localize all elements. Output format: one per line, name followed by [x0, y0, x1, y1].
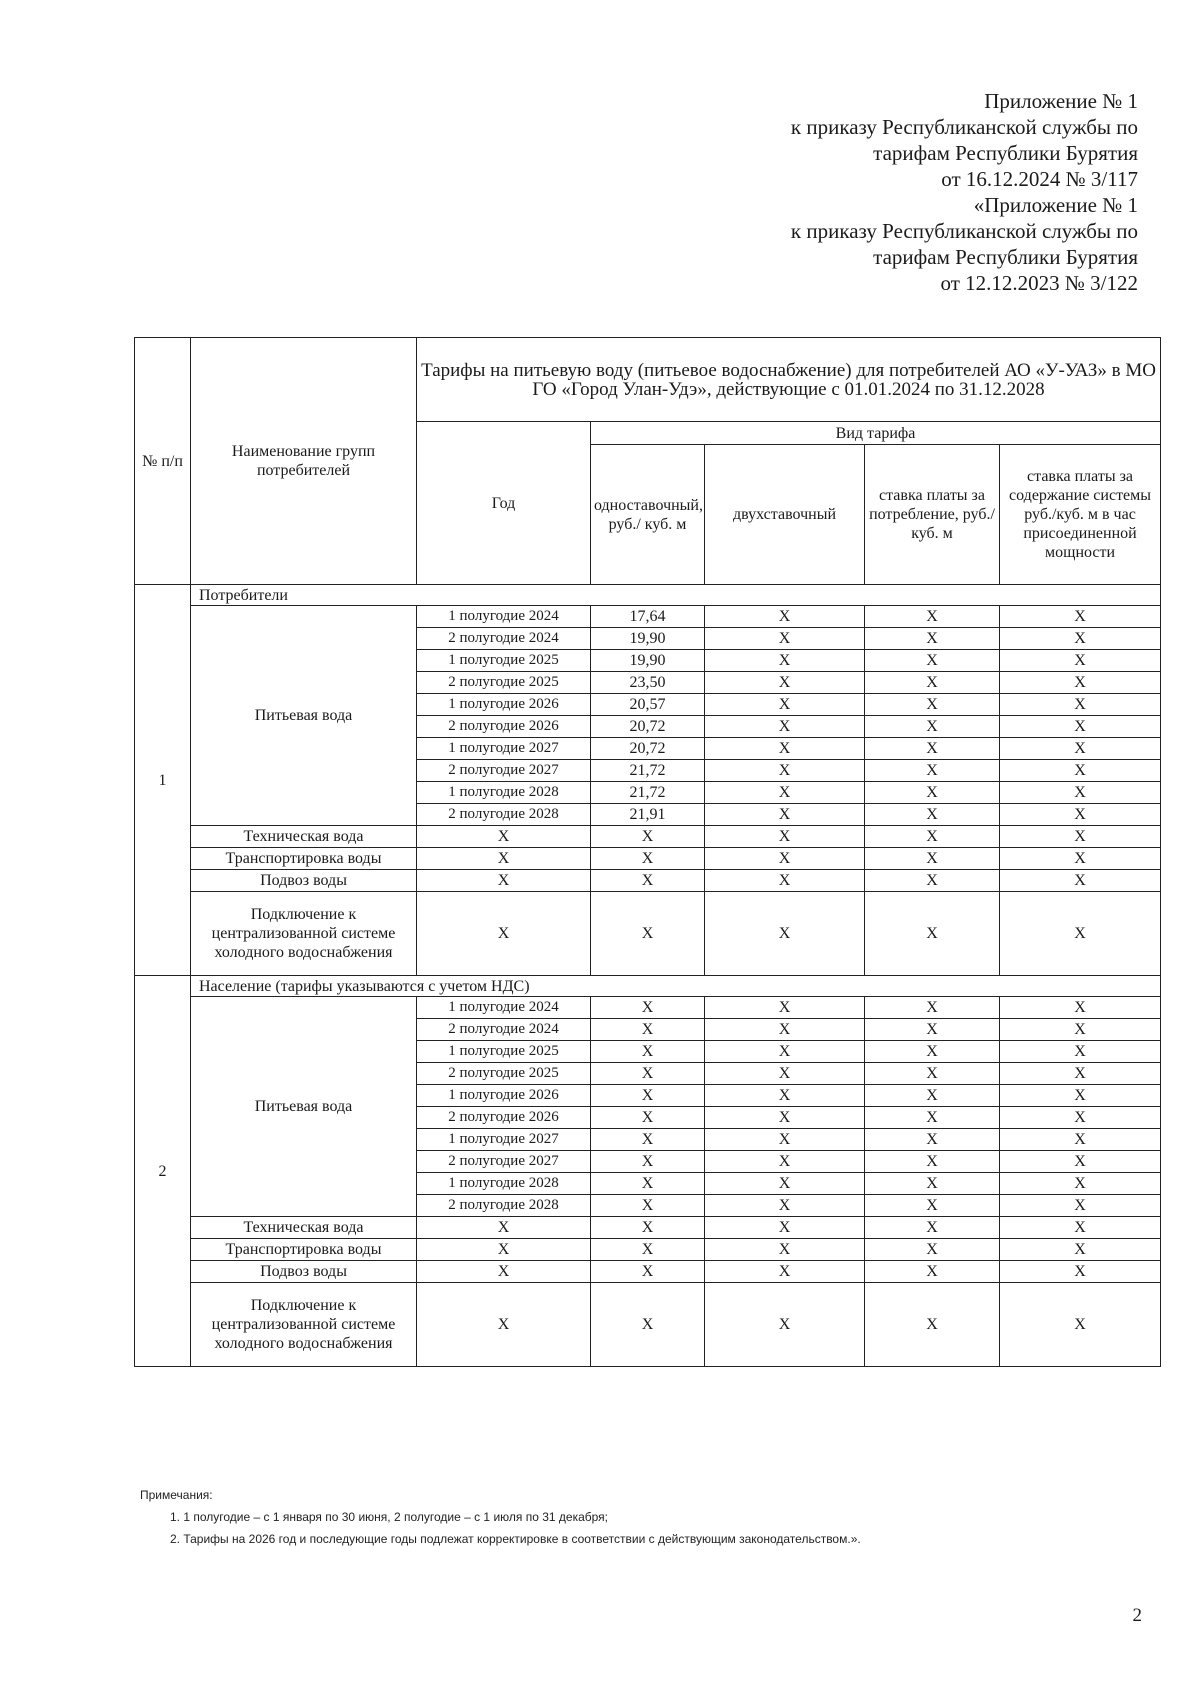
notes: [140, 1484, 861, 1550]
consumption-value: X: [865, 1195, 1000, 1217]
section-heading-row: [135, 585, 1161, 606]
one-rate-value: X: [591, 1151, 705, 1173]
one-rate-value: X: [591, 1107, 705, 1129]
two-rate-value: X: [705, 1283, 865, 1367]
capacity-value: X: [1000, 1217, 1161, 1239]
capacity-value: X: [1000, 1195, 1161, 1217]
period-cell: 1 полугодие 2027: [417, 1129, 591, 1151]
one-rate-value: X: [591, 892, 705, 976]
period-cell: 1 полугодие 2025: [417, 1041, 591, 1063]
two-rate-value: X: [705, 694, 865, 716]
period-cell: 1 полугодие 2025: [417, 650, 591, 672]
period-cell: 1 полугодие 2026: [417, 1085, 591, 1107]
consumption-value: X: [865, 650, 1000, 672]
capacity-value: X: [1000, 1283, 1161, 1367]
one-rate-value: 23,50: [591, 672, 705, 694]
column-header-two-rate: двухставочный: [705, 445, 865, 585]
consumption-value: X: [865, 606, 1000, 628]
capacity-value: X: [1000, 782, 1161, 804]
two-rate-value: X: [705, 870, 865, 892]
one-rate-value: X: [591, 848, 705, 870]
table-row: [135, 606, 1161, 628]
consumption-value: X: [865, 760, 1000, 782]
header-line: к приказу Республиканской службы по: [790, 115, 1138, 139]
two-rate-value: X: [705, 892, 865, 976]
two-rate-value: X: [705, 1041, 865, 1063]
header-line: Приложение № 1: [984, 89, 1138, 113]
capacity-value: X: [1000, 738, 1161, 760]
capacity-value: X: [1000, 997, 1161, 1019]
drinking-water-label: Питьевая вода: [191, 606, 417, 826]
capacity-value: X: [1000, 1041, 1161, 1063]
two-rate-value: X: [705, 672, 865, 694]
page-number: 2: [1132, 1605, 1142, 1626]
consumption-value: X: [865, 738, 1000, 760]
section-heading-row: [135, 976, 1161, 997]
tariff-table: [134, 337, 1161, 1367]
capacity-value: X: [1000, 1261, 1161, 1283]
one-rate-value: 19,90: [591, 650, 705, 672]
consumption-value: X: [865, 826, 1000, 848]
period-cell: 2 полугодие 2028: [417, 1195, 591, 1217]
column-header-number: № п/п: [135, 338, 191, 585]
year-value: X: [417, 870, 591, 892]
one-rate-value: 21,72: [591, 782, 705, 804]
year-value: X: [417, 1239, 591, 1261]
one-rate-value: X: [591, 1019, 705, 1041]
table-row: [135, 826, 1161, 848]
two-rate-value: X: [705, 1217, 865, 1239]
year-value: X: [417, 826, 591, 848]
year-value: X: [417, 1283, 591, 1367]
period-cell: 1 полугодие 2028: [417, 1173, 591, 1195]
note-item: 2. Тарифы на 2026 год и последующие годы подлежат корректировке в соответствии с действующим законодательством.».: [170, 1532, 861, 1546]
consumption-value: X: [865, 716, 1000, 738]
capacity-value: X: [1000, 672, 1161, 694]
consumption-value: X: [865, 1107, 1000, 1129]
one-rate-value: X: [591, 1283, 705, 1367]
two-rate-value: X: [705, 738, 865, 760]
one-rate-value: 17,64: [591, 606, 705, 628]
header-line: «Приложение № 1: [973, 193, 1138, 217]
period-cell: 2 полугодие 2025: [417, 1063, 591, 1085]
period-cell: 2 полугодие 2028: [417, 804, 591, 826]
service-label: Транспортировка воды: [191, 1239, 417, 1261]
one-rate-value: X: [591, 1129, 705, 1151]
service-label: Техническая вода: [191, 1217, 417, 1239]
consumption-value: X: [865, 892, 1000, 976]
one-rate-value: X: [591, 1063, 705, 1085]
two-rate-value: X: [705, 1261, 865, 1283]
header-line: от 12.12.2023 № 3/122: [940, 271, 1138, 295]
column-header-year: Год: [417, 422, 591, 585]
capacity-value: X: [1000, 848, 1161, 870]
service-label: Техническая вода: [191, 826, 417, 848]
section-number: 1: [135, 585, 191, 976]
period-cell: 1 полугодие 2027: [417, 738, 591, 760]
service-label: Подключение к централизованной системе холодного водоснабжения: [191, 892, 417, 976]
capacity-value: X: [1000, 650, 1161, 672]
one-rate-value: X: [591, 1217, 705, 1239]
period-cell: 2 полугодие 2024: [417, 628, 591, 650]
period-cell: 2 полугодие 2024: [417, 1019, 591, 1041]
two-rate-value: X: [705, 650, 865, 672]
consumption-value: X: [865, 672, 1000, 694]
period-cell: 1 полугодие 2024: [417, 997, 591, 1019]
year-value: X: [417, 1217, 591, 1239]
one-rate-value: X: [591, 1085, 705, 1107]
consumption-value: X: [865, 1239, 1000, 1261]
table-row: [135, 997, 1161, 1019]
consumption-value: X: [865, 694, 1000, 716]
capacity-value: X: [1000, 606, 1161, 628]
one-rate-value: 21,72: [591, 760, 705, 782]
consumption-value: X: [865, 1129, 1000, 1151]
column-header-consumption: ставка платы за потребление, руб./ куб. м: [865, 445, 1000, 585]
header-line: к приказу Республиканской службы по: [790, 219, 1138, 243]
table-title: Тарифы на питьевую воду (питьевое водоснабжение) для потребителей АО «У-УАЗ» в МО ГО «Город Улан-Удэ», действующие с 01.01.2024 по 31.12.2028: [417, 338, 1161, 422]
one-rate-value: X: [591, 1173, 705, 1195]
capacity-value: X: [1000, 760, 1161, 782]
year-value: X: [417, 848, 591, 870]
two-rate-value: X: [705, 997, 865, 1019]
table-row: [135, 1217, 1161, 1239]
period-cell: 2 полугодие 2027: [417, 760, 591, 782]
one-rate-value: 21,91: [591, 804, 705, 826]
consumption-value: X: [865, 804, 1000, 826]
capacity-value: X: [1000, 1129, 1161, 1151]
consumption-value: X: [865, 1085, 1000, 1107]
column-header-one-rate: одноставочный, руб./ куб. м: [591, 445, 705, 585]
year-value: X: [417, 1261, 591, 1283]
one-rate-value: X: [591, 870, 705, 892]
capacity-value: X: [1000, 1173, 1161, 1195]
header-line: от 16.12.2024 № 3/117: [941, 167, 1138, 191]
one-rate-value: X: [591, 1041, 705, 1063]
two-rate-value: X: [705, 1195, 865, 1217]
consumption-value: X: [865, 1019, 1000, 1041]
period-cell: 1 полугодие 2028: [417, 782, 591, 804]
table-row: [135, 1261, 1161, 1283]
section-number: 2: [135, 976, 191, 1367]
two-rate-value: X: [705, 1239, 865, 1261]
capacity-value: X: [1000, 1239, 1161, 1261]
one-rate-value: X: [591, 826, 705, 848]
capacity-value: X: [1000, 1151, 1161, 1173]
table-row: [135, 892, 1161, 976]
table-row: [135, 1239, 1161, 1261]
header-line: тарифам Республики Бурятия: [873, 245, 1138, 269]
year-value: X: [417, 892, 591, 976]
one-rate-value: X: [591, 997, 705, 1019]
column-header-group: Наименование групп потребителей: [191, 338, 417, 585]
consumption-value: X: [865, 1041, 1000, 1063]
two-rate-value: X: [705, 606, 865, 628]
capacity-value: X: [1000, 1107, 1161, 1129]
one-rate-value: 20,57: [591, 694, 705, 716]
consumption-value: X: [865, 782, 1000, 804]
two-rate-value: X: [705, 1085, 865, 1107]
capacity-value: X: [1000, 1019, 1161, 1041]
period-cell: 1 полугодие 2026: [417, 694, 591, 716]
capacity-value: X: [1000, 694, 1161, 716]
period-cell: 2 полугодие 2025: [417, 672, 591, 694]
header-line: тарифам Республики Бурятия: [873, 141, 1138, 165]
two-rate-value: X: [705, 1019, 865, 1041]
two-rate-value: X: [705, 804, 865, 826]
service-label: Подвоз воды: [191, 870, 417, 892]
capacity-value: X: [1000, 1085, 1161, 1107]
consumption-value: X: [865, 1173, 1000, 1195]
two-rate-value: X: [705, 782, 865, 804]
service-label: Транспортировка воды: [191, 848, 417, 870]
column-header-capacity: ставка платы за содержание системы руб./куб. м в час присоединенной мощности: [1000, 445, 1161, 585]
capacity-value: X: [1000, 1063, 1161, 1085]
consumption-value: X: [865, 1283, 1000, 1367]
table-row: [135, 848, 1161, 870]
capacity-value: X: [1000, 716, 1161, 738]
column-header-tariff-type: Вид тарифа: [591, 422, 1161, 445]
capacity-value: X: [1000, 628, 1161, 650]
consumption-value: X: [865, 997, 1000, 1019]
service-label: Подвоз воды: [191, 1261, 417, 1283]
two-rate-value: X: [705, 848, 865, 870]
one-rate-value: X: [591, 1239, 705, 1261]
period-cell: 1 полугодие 2024: [417, 606, 591, 628]
two-rate-value: X: [705, 1173, 865, 1195]
one-rate-value: 20,72: [591, 716, 705, 738]
consumption-value: X: [865, 628, 1000, 650]
service-label: Подключение к централизованной системе холодного водоснабжения: [191, 1283, 417, 1367]
drinking-water-label: Питьевая вода: [191, 997, 417, 1217]
consumption-value: X: [865, 848, 1000, 870]
two-rate-value: X: [705, 1151, 865, 1173]
table-row: [135, 1283, 1161, 1367]
consumption-value: X: [865, 1261, 1000, 1283]
period-cell: 2 полугодие 2026: [417, 1107, 591, 1129]
two-rate-value: X: [705, 760, 865, 782]
two-rate-value: X: [705, 1129, 865, 1151]
two-rate-value: X: [705, 1063, 865, 1085]
capacity-value: X: [1000, 826, 1161, 848]
note-item: 1. 1 полугодие – с 1 января по 30 июня, 2 полугодие – с 1 июля по 31 декабря;: [170, 1510, 609, 1524]
consumption-value: X: [865, 870, 1000, 892]
capacity-value: X: [1000, 892, 1161, 976]
section-name: Население (тарифы указываются с учетом НДС): [191, 976, 1161, 997]
consumption-value: X: [865, 1151, 1000, 1173]
two-rate-value: X: [705, 1107, 865, 1129]
one-rate-value: 20,72: [591, 738, 705, 760]
period-cell: 2 полугодие 2027: [417, 1151, 591, 1173]
one-rate-value: X: [591, 1261, 705, 1283]
document-header: [538, 88, 1138, 296]
consumption-value: X: [865, 1217, 1000, 1239]
table-row: [135, 870, 1161, 892]
one-rate-value: 19,90: [591, 628, 705, 650]
two-rate-value: X: [705, 716, 865, 738]
capacity-value: X: [1000, 804, 1161, 826]
two-rate-value: X: [705, 628, 865, 650]
notes-heading: Примечания:: [140, 1488, 213, 1502]
period-cell: 2 полугодие 2026: [417, 716, 591, 738]
one-rate-value: X: [591, 1195, 705, 1217]
two-rate-value: X: [705, 826, 865, 848]
section-name: Потребители: [191, 585, 1161, 606]
capacity-value: X: [1000, 870, 1161, 892]
consumption-value: X: [865, 1063, 1000, 1085]
